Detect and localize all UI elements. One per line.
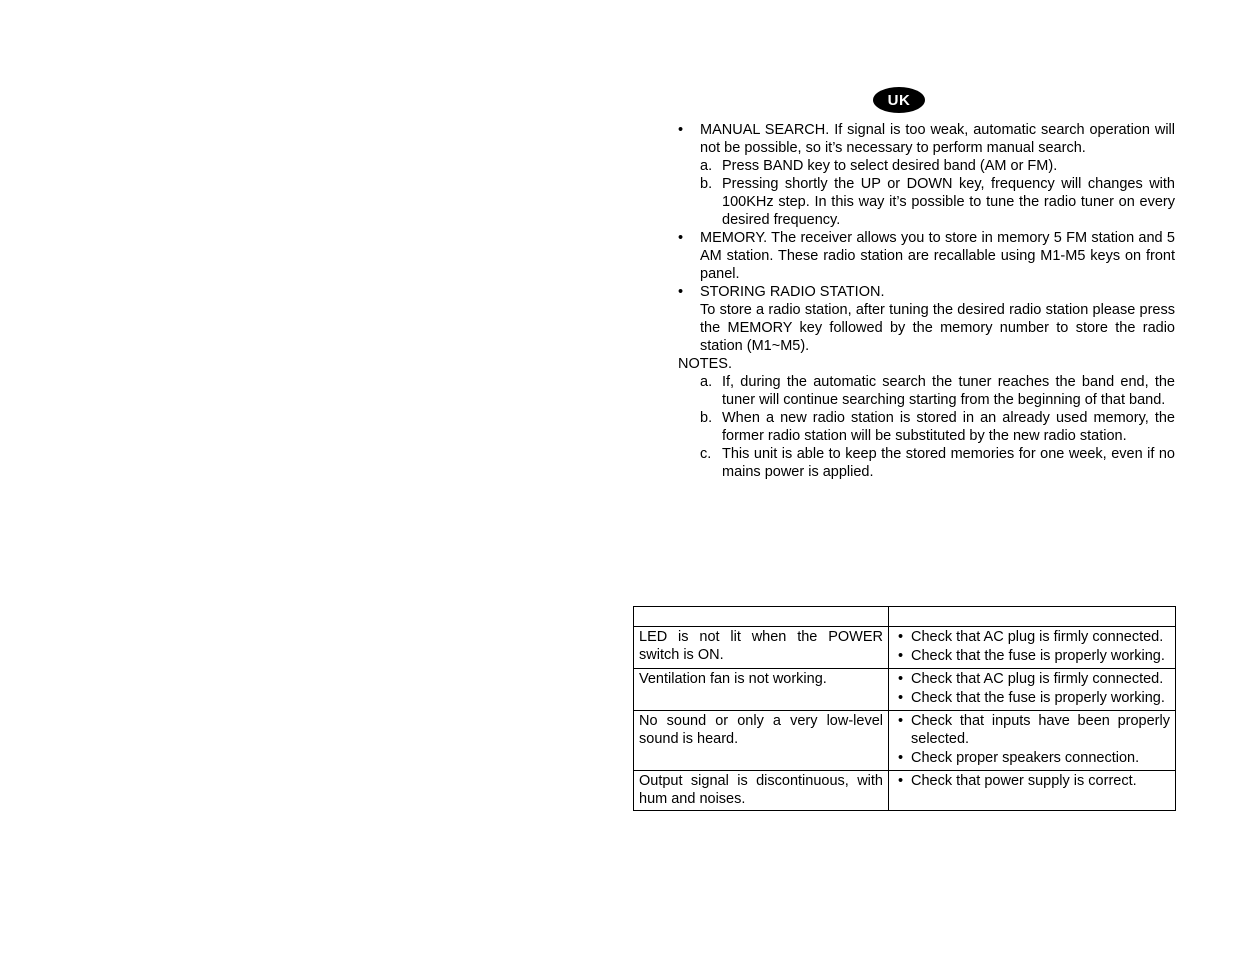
solution-item <box>894 712 1170 748</box>
table-row <box>634 711 1176 771</box>
manual-step <box>678 175 1175 229</box>
tuner-instructions <box>678 121 1175 481</box>
uk-language-badge: UK <box>873 87 925 113</box>
solution-cell <box>889 771 1176 811</box>
solution-text: Check that inputs have been properly selected. <box>911 713 1170 747</box>
problem-cell: Output signal is discontinuous, with hum and noises. <box>634 771 889 811</box>
bullet-icon: • <box>678 122 684 138</box>
manual-step <box>678 157 1175 175</box>
header-cell-solution <box>889 607 1176 627</box>
table-row <box>634 627 1176 669</box>
solution-text: Check that AC plug is firmly connected. <box>911 629 1164 645</box>
troubleshooting-table <box>633 606 1176 811</box>
table-row <box>634 669 1176 711</box>
bullet-icon: • <box>678 230 684 246</box>
solution-text: Check that AC plug is firmly connected. <box>911 671 1164 687</box>
solution-item <box>894 749 1170 767</box>
bullet-icon: • <box>898 629 904 645</box>
notes-title: NOTES. <box>678 356 732 372</box>
note-item <box>678 409 1175 445</box>
solution-item <box>894 670 1170 688</box>
solution-item <box>894 689 1170 707</box>
note-item <box>678 445 1175 481</box>
step-letter: b. <box>700 176 713 192</box>
note-item <box>678 373 1175 409</box>
header-cell-problem <box>634 607 889 627</box>
solution-item <box>894 628 1170 646</box>
bullet-icon: • <box>898 773 904 789</box>
solution-item <box>894 647 1170 665</box>
solution-text: Check that power supply is correct. <box>911 773 1137 789</box>
memory-item <box>678 229 1175 283</box>
storing-text: To store a radio station, after tuning the desired radio station please press the MEMORY key followed by the memory number to store the radio station (M1~M5). <box>700 302 1175 354</box>
note-letter: c. <box>700 446 712 462</box>
problem-cell: Ventilation fan is not working. <box>634 669 889 711</box>
note-letter: a. <box>700 374 713 390</box>
note-text: If, during the automatic search the tuner reaches the band end, the tuner will continue searching starting from the beginning of that band. <box>722 374 1175 408</box>
solution-text: Check proper speakers connection. <box>911 750 1140 766</box>
step-text: Pressing shortly the UP or DOWN key, frequency will changes with 100KHz step. In this way it’s possible to tune the radio tuner on every desired frequency. <box>722 176 1175 228</box>
note-letter: b. <box>700 410 713 426</box>
solution-cell <box>889 669 1176 711</box>
note-text: This unit is able to keep the stored memories for one week, even if no mains power is applied. <box>722 446 1175 480</box>
bullet-icon: • <box>898 690 904 706</box>
solution-text: Check that the fuse is properly working. <box>911 648 1165 664</box>
solution-cell <box>889 627 1176 669</box>
storing-title: STORING RADIO STATION. <box>700 284 885 300</box>
memory-text: MEMORY. The receiver allows you to store in memory 5 FM station and 5 AM station. These radio station are recallable using M1-M5 keys on front panel. <box>700 230 1175 282</box>
manual-search-text: MANUAL SEARCH. If signal is too weak, automatic search operation will not be possible, so it’s necessary to perform manual search. <box>700 122 1175 156</box>
problem-cell: No sound or only a very low-level sound is heard. <box>634 711 889 771</box>
solution-cell <box>889 711 1176 771</box>
note-text: When a new radio station is stored in an already used memory, the former radio station will be substituted by the new radio station. <box>722 410 1175 444</box>
storing-item <box>678 283 1175 301</box>
table-header-row <box>634 607 1176 627</box>
step-letter: a. <box>700 158 713 174</box>
bullet-icon: • <box>898 713 904 729</box>
table-row <box>634 771 1176 811</box>
manual-search-item <box>678 121 1175 157</box>
bullet-icon: • <box>678 284 684 300</box>
problem-cell: LED is not lit when the POWER switch is ON. <box>634 627 889 669</box>
solution-item <box>894 772 1170 790</box>
step-text: Press BAND key to select desired band (AM or FM). <box>722 158 1058 174</box>
bullet-icon: • <box>898 750 904 766</box>
bullet-icon: • <box>898 671 904 687</box>
solution-text: Check that the fuse is properly working. <box>911 690 1165 706</box>
bullet-icon: • <box>898 648 904 664</box>
